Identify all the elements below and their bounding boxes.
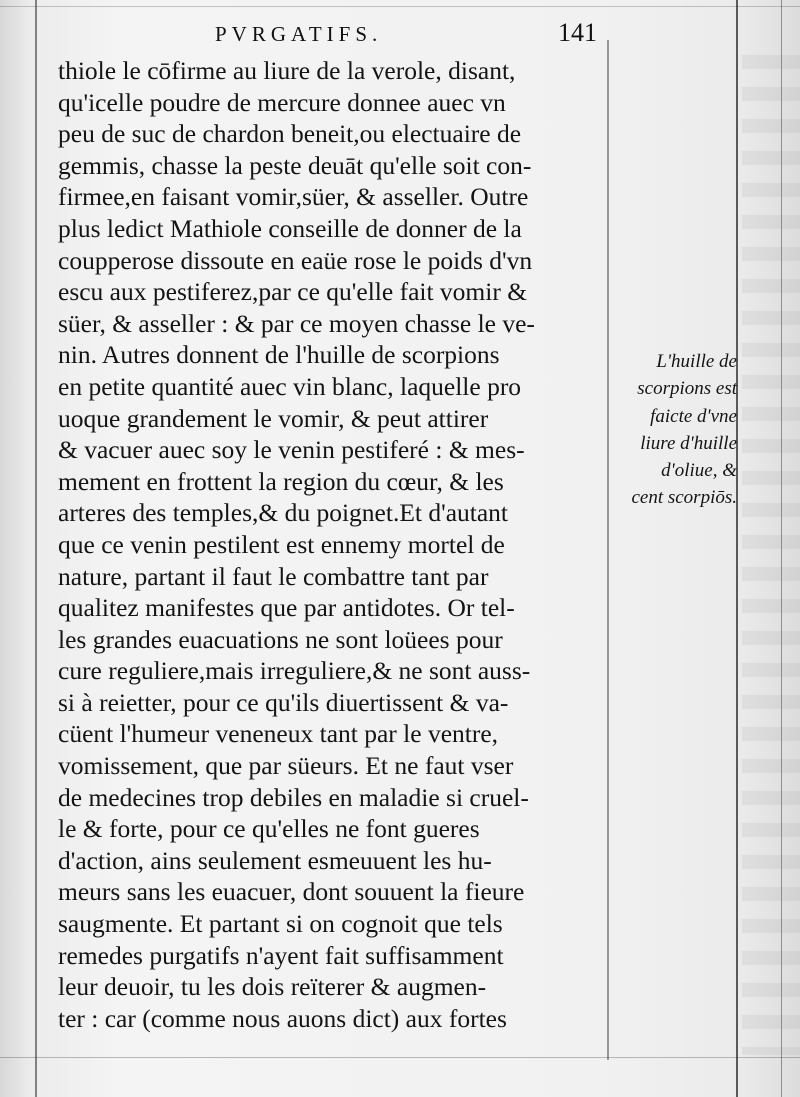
text-line: en petite quantité auec vin blanc, laquelle pro bbox=[58, 371, 522, 401]
body-text bbox=[58, 55, 606, 1034]
margin-gutter-rule bbox=[607, 40, 609, 1060]
text-line: le & forte, pour ce qu'elles ne font gueres bbox=[58, 814, 480, 844]
text-line: meurs sans les euacuer, dont souuent la fieure bbox=[58, 877, 525, 907]
text-line: mement en frottent la region du cœur, & les bbox=[58, 466, 504, 496]
text-line: leur deuoir, tu les dois reïterer & augmen- bbox=[58, 972, 487, 1002]
text-line: süer, & asseller : & par ce moyen chasse le ve- bbox=[58, 308, 535, 338]
marginal-note-line: L'huille de bbox=[656, 351, 737, 372]
text-line: cure reguliere,mais irreguliere,& ne sont auss- bbox=[58, 656, 531, 686]
text-line: escu aux pestiferez,par ce qu'elle fait vomir & bbox=[58, 277, 528, 307]
text-line: ter : car (comme nous auons dict) aux fortes bbox=[58, 1003, 507, 1033]
text-line: nature, partant il faut le combattre tant par bbox=[58, 561, 489, 591]
text-line: si à reietter, pour ce qu'ils diuertissent & va- bbox=[58, 687, 509, 717]
text-line: d'action, ains seulement esmeuuent les hu- bbox=[58, 845, 492, 875]
text-line: cüent l'humeur veneneux tant par le ventre, bbox=[58, 719, 499, 749]
bottom-edge-rule bbox=[0, 1057, 800, 1058]
text-line: de medecines trop debiles en maladie si cruel- bbox=[58, 782, 529, 812]
marginal-note bbox=[612, 348, 737, 512]
text-line: coupperose dissoute en eaüe rose le poids d'vn bbox=[58, 245, 533, 275]
text-line: remedes purgatifs n'ayent fait suffisamment bbox=[58, 940, 504, 970]
text-line: qu'icelle poudre de mercure donnee auec vn bbox=[58, 87, 506, 117]
text-line: gemmis, chasse la peste deuāt qu'elle soit con- bbox=[58, 150, 532, 180]
show-through-bleed bbox=[742, 55, 800, 1055]
left-frame-rule bbox=[35, 0, 37, 1097]
text-line: uoque grandement le vomir, & peut attirer bbox=[58, 403, 489, 433]
text-line: firmee,en faisant vomir,süer, & asseller. Outre bbox=[58, 182, 529, 212]
text-line: nin. Autres donnent de l'huille de scorpions bbox=[58, 340, 500, 370]
text-line: vomissement, que par süeurs. Et ne faut vser bbox=[58, 751, 514, 781]
running-head-title: PVRGATIFS. bbox=[215, 22, 383, 46]
page-number: 141 bbox=[558, 18, 597, 47]
top-edge-rule bbox=[0, 6, 800, 7]
text-line: saugmente. Et partant si on cognoit que tels bbox=[58, 909, 503, 939]
right-frame-rule bbox=[736, 0, 738, 1097]
text-line: qualitez manifestes que par antidotes. Or tel- bbox=[58, 593, 515, 623]
marginal-note-line: faicte d'vne bbox=[650, 405, 737, 427]
marginal-note-line: liure d'huille bbox=[640, 432, 737, 454]
text-line: que ce venin pestilent est ennemy mortel de bbox=[58, 529, 505, 559]
text-line: les grandes euacuations ne sont loüees pour bbox=[58, 624, 503, 654]
text-line: & vacuer auec soy le venin pestiferé : & mes- bbox=[58, 435, 525, 465]
marginal-note-line: d'oliue, & bbox=[661, 460, 737, 482]
marginal-note-line: cent scorpiōs. bbox=[631, 487, 737, 509]
text-line: thiole le cōfirme au liure de la verole, disant, bbox=[58, 56, 516, 85]
marginal-note-line: scorpions est bbox=[637, 378, 737, 400]
running-head bbox=[60, 18, 605, 52]
text-line: arteres des temples,& du poignet.Et d'autant bbox=[58, 498, 509, 528]
text-line: plus ledict Mathiole conseille de donner de la bbox=[58, 213, 522, 243]
text-line: peu de suc de chardon beneit,ou electuaire de bbox=[58, 119, 522, 149]
